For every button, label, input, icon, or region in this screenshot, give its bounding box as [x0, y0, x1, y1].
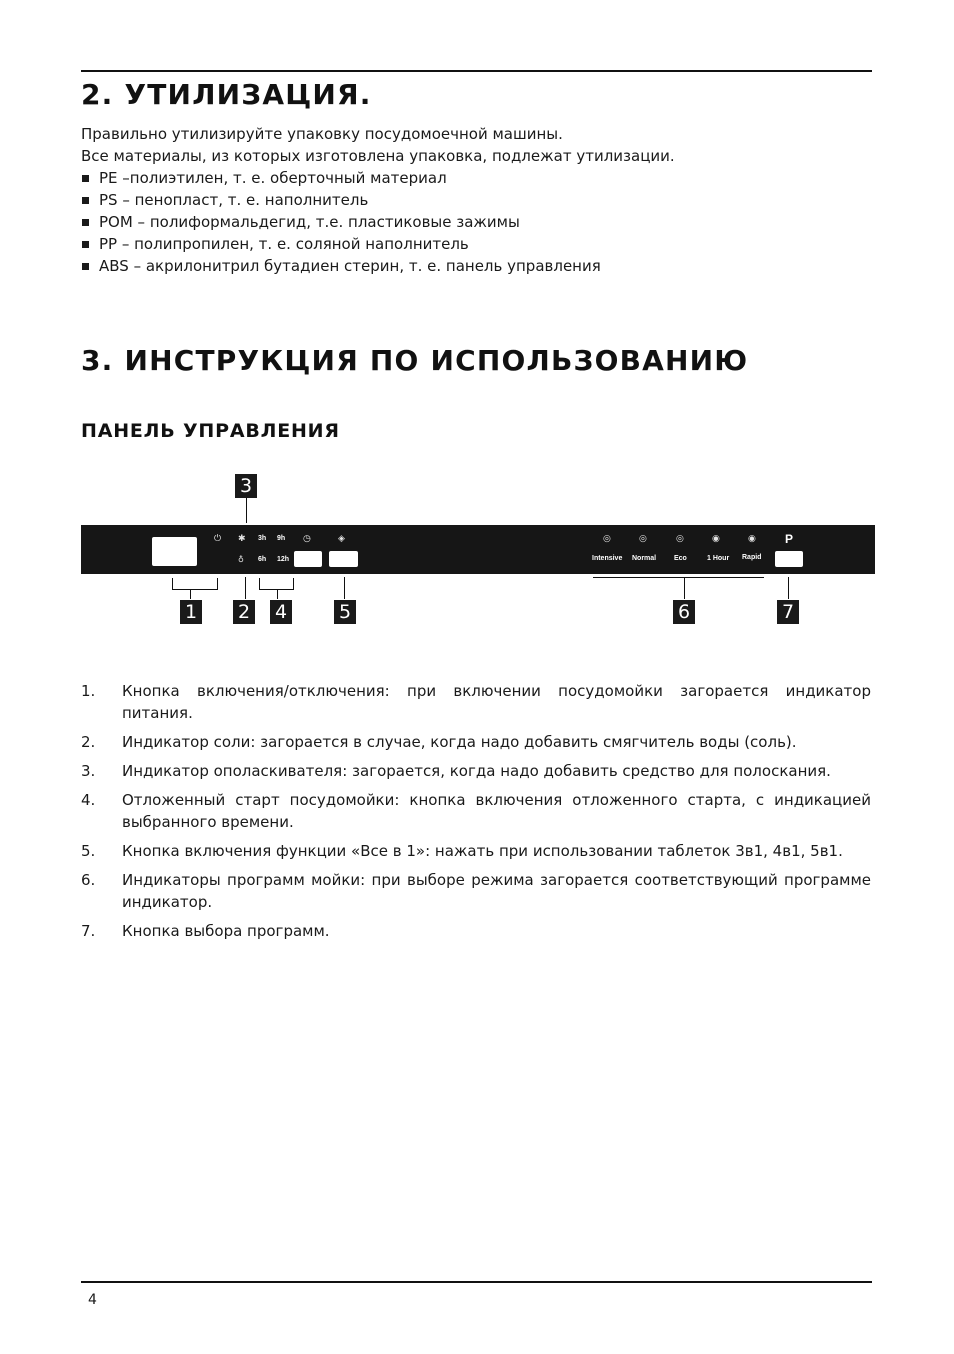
callout-4-bracket	[259, 578, 294, 590]
callout-4-leader	[277, 590, 278, 599]
list-item	[81, 869, 871, 913]
footer-rule	[81, 1281, 872, 1283]
control-panel	[81, 525, 875, 574]
callout-3-leader	[246, 498, 247, 523]
intro-line: Правильно утилизируйте упаковку посудомоечной машины.	[81, 125, 563, 143]
list-item: PS – пенопласт, т. е. наполнитель	[81, 189, 601, 211]
delay-start-button[interactable]	[294, 551, 322, 567]
delay-label-6h: 6h	[258, 556, 267, 563]
item-number: 6.	[81, 871, 96, 889]
list-item	[81, 680, 871, 724]
item-number: 2.	[81, 733, 96, 751]
tablet-icon: ◈	[338, 534, 345, 544]
item-text: Индикатор соли: загорается в случае, когда надо добавить смягчитель воды (соль).	[122, 733, 797, 751]
callout-2-leader	[245, 577, 246, 599]
delay-label-3h: 3h	[258, 535, 267, 542]
callout-7-leader	[788, 577, 789, 599]
callout-5: 5	[334, 600, 356, 624]
program-label-normal: Normal	[632, 555, 657, 562]
callout-6-leader	[684, 577, 685, 599]
list-item: PP – полипропилен, т. е. соляной наполнитель	[81, 233, 601, 255]
program-label-intensive: Intensive	[592, 555, 623, 562]
item-number: 4.	[81, 791, 96, 809]
eco-icon: ◎	[676, 534, 684, 544]
timer-icon: ◷	[303, 534, 311, 544]
callout-1: 1	[180, 600, 202, 624]
list-item	[81, 789, 871, 833]
list-item: POM – полиформальдегид, т.е. пластиковые зажимы	[81, 211, 601, 233]
section-2-intro	[81, 123, 675, 167]
delay-label-12h: 12h	[277, 556, 290, 563]
one-hour-icon: ◉	[712, 534, 720, 544]
intensive-icon: ◎	[603, 534, 611, 544]
callout-7: 7	[777, 600, 799, 624]
item-text: Индикаторы программ мойки: при выборе режима загорается соответствующий программе индикатор.	[122, 871, 871, 911]
list-item	[81, 840, 871, 862]
callout-5-leader	[344, 577, 345, 599]
item-text: Кнопка включения/отключения: при включении посудомойки загорается индикатор питания.	[122, 682, 871, 722]
panel-descriptions	[81, 680, 871, 949]
item-text: Индикатор ополаскивателя: загорается, когда надо добавить средство для полоскания.	[122, 762, 831, 780]
program-label-rapid: Rapid	[742, 554, 762, 561]
list-item: ABS – акрилонитрил бутадиен стерин, т. е. панель управления	[81, 255, 601, 277]
normal-icon: ◎	[639, 534, 647, 544]
top-rule	[81, 70, 872, 72]
callout-1-leader	[190, 590, 191, 599]
rinse-aid-icon: ✱	[238, 534, 246, 544]
item-number: 3.	[81, 762, 96, 780]
delay-label-9h: 9h	[277, 535, 286, 542]
list-item	[81, 920, 871, 942]
salt-icon: ♁	[238, 555, 244, 564]
program-label-1-hour: 1 Hour	[707, 555, 730, 562]
item-number: 1.	[81, 682, 96, 700]
intro-line: Все материалы, из которых изготовлена упаковка, подлежат утилизации.	[81, 147, 675, 165]
control-panel-subtitle: ПАНЕЛЬ УПРАВЛЕНИЯ	[81, 420, 340, 442]
section-2-title: 2. УТИЛИЗАЦИЯ.	[81, 78, 372, 111]
program-key-label: P	[785, 532, 794, 546]
program-label-eco: Eco	[674, 555, 687, 562]
program-select-button[interactable]	[775, 551, 803, 567]
list-item	[81, 760, 871, 782]
callout-6-line	[593, 577, 764, 578]
list-item: PE –полиэтилен, т. е. оберточный материал	[81, 167, 601, 189]
page-number: 4	[88, 1292, 97, 1308]
item-text: Кнопка выбора программ.	[122, 922, 330, 940]
all-in-one-button[interactable]	[329, 551, 358, 567]
callout-4: 4	[270, 600, 292, 624]
power-icon: ⏻	[214, 534, 222, 544]
materials-list	[81, 167, 601, 277]
section-3-title: 3. ИНСТРУКЦИЯ ПО ИСПОЛЬЗОВАНИЮ	[81, 344, 749, 377]
list-item	[81, 731, 871, 753]
power-button[interactable]	[152, 537, 197, 566]
callout-6: 6	[673, 600, 695, 624]
item-number: 7.	[81, 922, 96, 940]
item-number: 5.	[81, 842, 96, 860]
callout-1-bracket	[172, 578, 218, 590]
callout-2: 2	[233, 600, 255, 624]
rapid-icon: ◉	[748, 534, 756, 544]
item-text: Отложенный старт посудомойки: кнопка включения отложенного старта, с индикацией выбранного времени.	[122, 791, 871, 831]
callout-3: 3	[235, 474, 257, 498]
item-text: Кнопка включения функции «Все в 1»: нажать при использовании таблеток 3в1, 4в1, 5в1.	[122, 842, 843, 860]
